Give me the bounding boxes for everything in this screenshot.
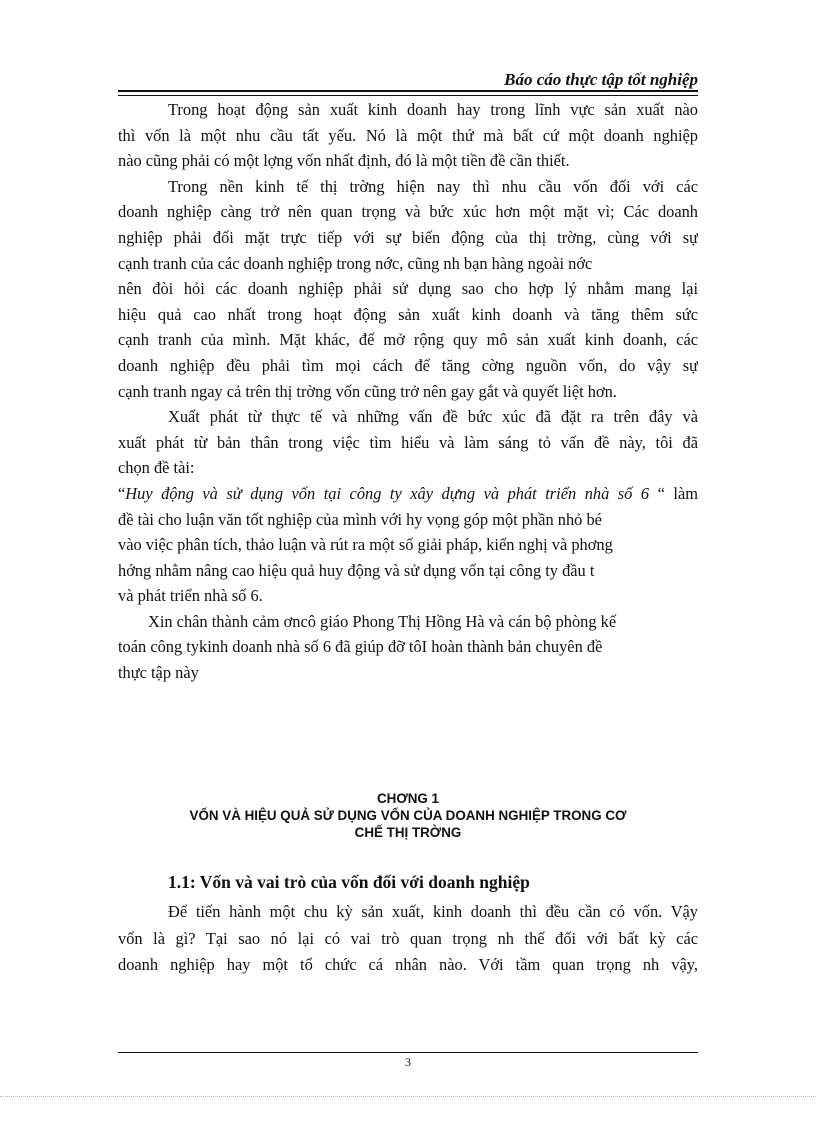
section-heading: 1.1: Vốn và vai trò của vốn đối với doanh nghiệp <box>168 872 530 892</box>
text-line: cạnh tranh của các doanh nghiệp trong nớc, cũng nh bạn hàng ngoài nớc <box>118 253 593 273</box>
text-line: vốn là gì? Tại sao nó lại có vai trò quan trọng nh thế đối với bất kỳ các <box>118 928 698 948</box>
chapter-heading <box>118 790 698 841</box>
page-edge-divider <box>0 1096 816 1097</box>
text-line: và phát triển nhà số 6. <box>118 586 263 606</box>
text-line: xuất phát từ bản thân trong việc tìm hiểu và làm sáng tỏ vấn đề này, tôi đã <box>118 432 698 452</box>
topic-line <box>118 481 698 507</box>
text-line: đề tài cho luận văn tốt nghiệp của mình với hy vọng góp một phần nhỏ bé <box>118 509 602 529</box>
page-number: 3 <box>405 1055 411 1069</box>
chapter-title-line-1: VỐN VÀ HIỆU QUẢ SỬ DỤNG VỐN CỦA DOANH NGHIỆP TRONG CƠ <box>189 808 627 823</box>
text-line: vào việc phân tích, thảo luận và rút ra một số giải pháp, kiến nghị và phơng <box>118 535 613 555</box>
chapter-title-line-2: CHẾ THỊ TRỜNG <box>354 825 462 840</box>
topic-title: Huy động và sử dụng vốn tại công ty xây dựng và phát triển nhà số 6 <box>125 483 650 503</box>
text-line: Trong hoạt động sản xuất kinh doanh hay trong lĩnh vực sản xuất nào <box>168 100 698 119</box>
chapter-number: CHƠNG 1 <box>376 791 440 806</box>
text-line: cạnh tranh ngay cả trên thị trờng vốn cũng trở nên gay gắt và quyết liệt hơn. <box>118 381 617 401</box>
section-body-text <box>118 899 698 979</box>
topic-open-quote: “ <box>118 483 126 503</box>
text-line: nào cũng phải có một lợng vốn nhất định, đó là một tiền đề cần thiết. <box>118 151 570 171</box>
text-line: cạnh tranh của mình. Mặt khác, để mở rộng quy mô sản xuất kinh doanh, các <box>118 330 698 350</box>
text-line: Để tiến hành một chu kỳ sản xuất, kinh doanh thì đều cần có vốn. Vậy <box>168 902 698 921</box>
topic-close: “ làm <box>649 483 698 503</box>
text-line: chọn đề tài: <box>118 458 195 478</box>
text-line: Trong nền kinh tế thị trờng hiện nay thì nhu cầu vốn đối với các <box>168 176 698 196</box>
text-line: doanh nghiệp hay một tổ chức cá nhân nào. Với tầm quan trọng nh vậy, <box>118 955 698 974</box>
header-rule <box>118 90 698 96</box>
text-line: toán công tykinh doanh nhà số 6 đã giúp đỡ tôI hoàn thành bản chuyên đề <box>118 637 603 657</box>
text-line: thực tập này <box>118 663 199 683</box>
text-line: hớng nhằm nâng cao hiệu quả huy động và sử dụng vốn tại công ty đầu t <box>118 560 595 580</box>
text-line: Xin chân thành cảm ơncô giáo Phong Thị Hồng Hà và cán bộ phòng kế <box>148 611 617 631</box>
text-line: hiệu quả cao nhất trong hoạt động sản xuất kinh doanh và tăng thêm sức <box>118 304 698 324</box>
text-line: Xuất phát từ thực tế và những vấn đề bức xúc đã đặt ra trên đây và <box>168 407 698 427</box>
footer-rule <box>118 1052 698 1053</box>
running-header-title: Báo cáo thực tập tốt nghiệp <box>504 70 698 89</box>
text-line: nên đòi hỏi các doanh nghiệp phải sử dụng sao cho hợp lý nhằm mang lại <box>118 279 698 299</box>
text-line: nghiệp phải đối mặt trực tiếp với sự biến động của thị trờng, cùng với sự <box>118 227 698 247</box>
text-line: doanh nghiệp đều phải tìm mọi cách để tăng cờng nguồn vốn, do vậy sự <box>118 355 698 375</box>
text-line: doanh nghiệp càng trở nên quan trọng và bức xúc hơn một mặt vì; Các doanh <box>118 202 698 222</box>
text-line: thì vốn là một nhu cầu tất yếu. Nó là một thứ mà bất cứ một doanh nghiệp <box>118 125 698 145</box>
body-text <box>118 97 698 686</box>
